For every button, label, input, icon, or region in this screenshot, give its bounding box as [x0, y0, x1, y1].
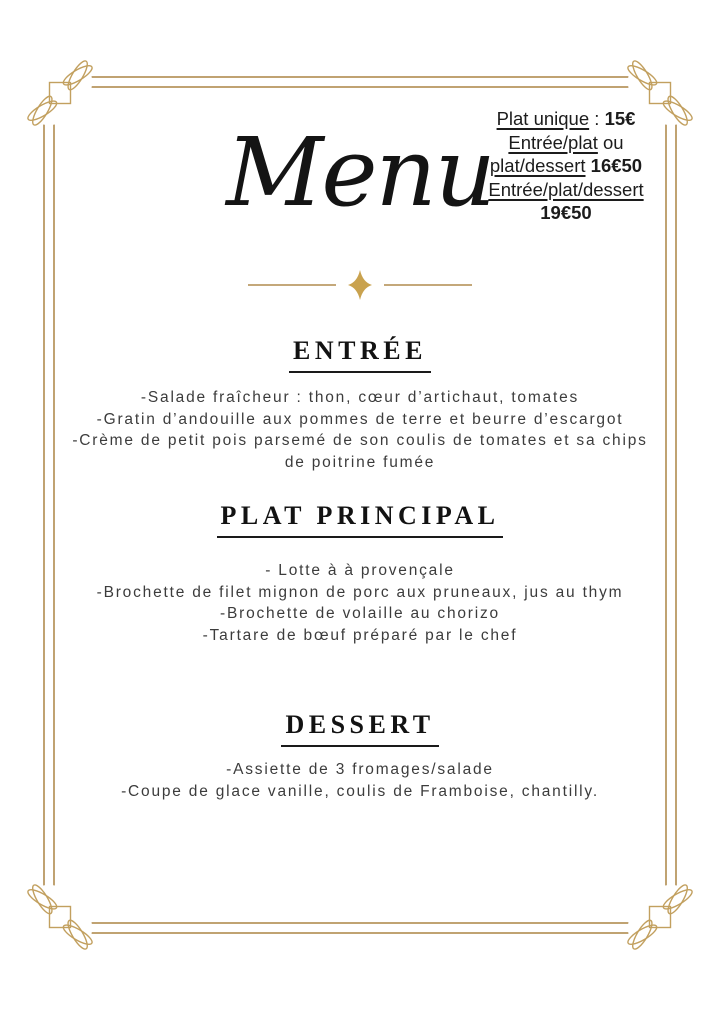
section-dessert [62, 710, 658, 802]
section-title-text: ENTRÉE [289, 336, 431, 373]
pricing-price: 19€50 [540, 202, 592, 223]
section-title-text: PLAT PRINCIPAL [217, 501, 504, 538]
menu-item: -Coupe de glace vanille, coulis de Framboise, chantilly. [121, 782, 599, 800]
menu-title: Menu [226, 118, 494, 228]
menu-item: -Assiette de 3 fromages/salade [226, 761, 494, 778]
pricing-price: 16€50 [590, 155, 643, 176]
section-title [62, 336, 658, 373]
pricing-formula: Entrée/plat/dessert [488, 178, 644, 200]
pricing-formula: Plat unique [496, 108, 590, 129]
divider-graphic [230, 264, 490, 306]
section-plat-principal [62, 501, 658, 646]
section-items [62, 560, 658, 646]
section-title [62, 501, 658, 538]
menu-item: - Lotte à à provençale [265, 562, 455, 579]
menu-item: -Salade fraîcheur : thon, cœur d’artichaut, tomates [140, 389, 580, 406]
pricing-price: 15€ [604, 108, 636, 129]
menu-item: -Tartare de bœuf préparé par le chef [202, 626, 518, 644]
title-divider [0, 264, 720, 306]
pricing-separator: : [589, 108, 605, 129]
pricing-formula: plat/dessert [489, 155, 586, 176]
menu-content [62, 336, 658, 802]
section-entree [62, 336, 658, 473]
menu-item: -Gratin d’andouille aux pommes de terre et beurre d’escargot [96, 410, 624, 428]
menu-item: -Crème de petit pois parsemé de son coulis de tomates et sa chips de poitrine fumée [72, 432, 648, 471]
star-icon [348, 270, 372, 300]
section-items [62, 759, 658, 802]
section-title-text: DESSERT [281, 710, 438, 747]
section-items [62, 387, 658, 473]
menu-item: -Brochette de volaille au chorizo [220, 605, 500, 622]
pricing-formula: Entrée/plat [508, 131, 598, 153]
pricing-text: ou [597, 131, 624, 153]
section-title [62, 710, 658, 747]
menu-item: -Brochette de filet mignon de porc aux pruneaux, jus au thym [96, 583, 624, 601]
